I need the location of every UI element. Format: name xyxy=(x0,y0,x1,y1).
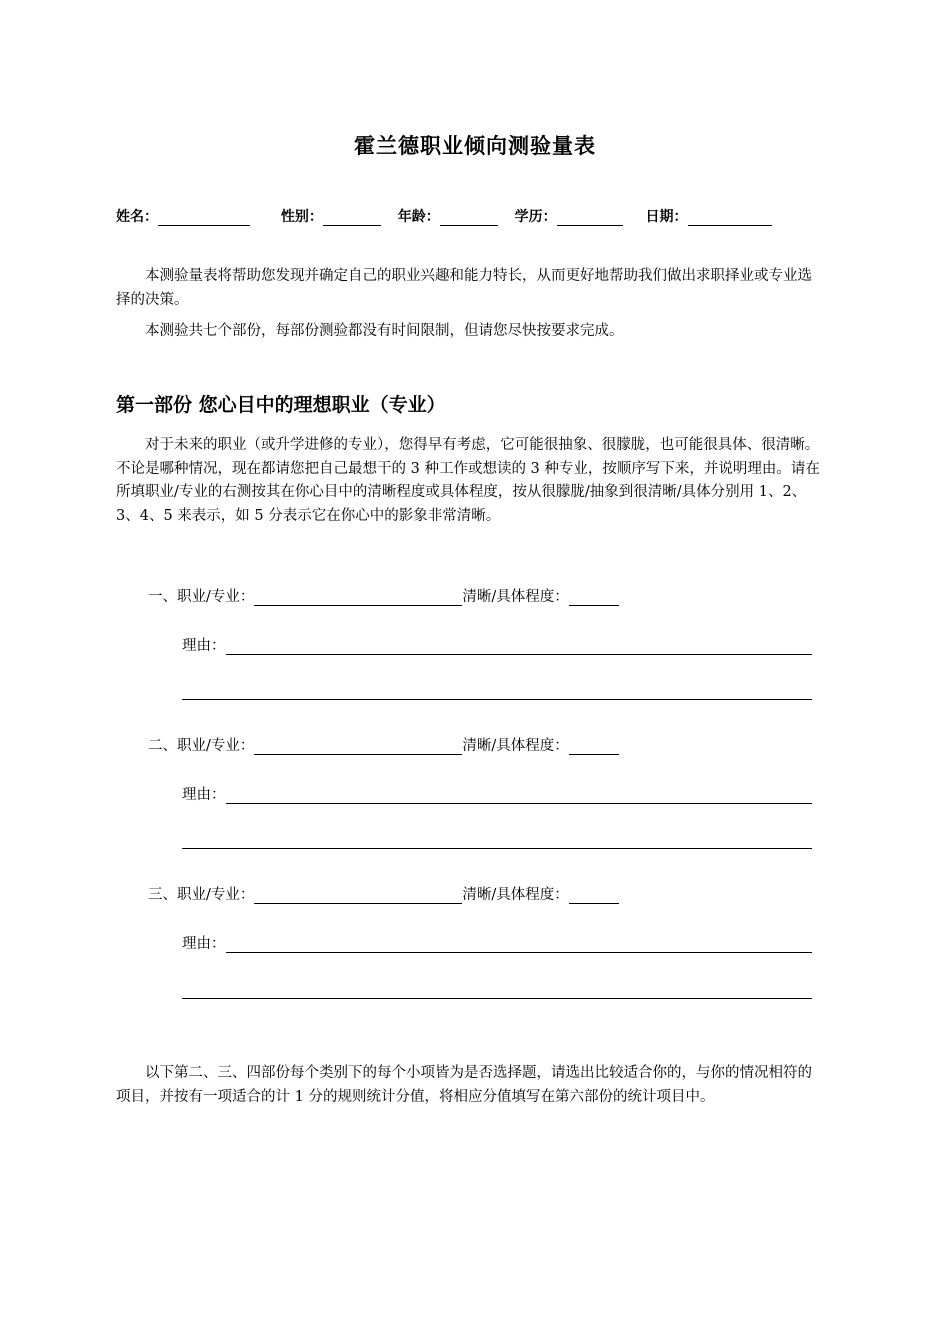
reason-continuation-line-3[interactable] xyxy=(182,998,812,999)
reason-continuation-line-1[interactable] xyxy=(182,699,812,700)
date-field[interactable] xyxy=(646,206,772,226)
career-item-1 xyxy=(148,585,619,606)
reason-continuation-line-2[interactable] xyxy=(182,848,812,849)
name-label: 姓名： xyxy=(116,209,158,225)
clarity-blank[interactable] xyxy=(569,888,619,904)
name-blank[interactable] xyxy=(158,211,250,226)
gender-label: 性别： xyxy=(280,209,323,225)
page-title: 霍兰德职业倾向测验量表 xyxy=(354,134,596,158)
career-blank[interactable] xyxy=(254,739,462,755)
clarity-blank[interactable] xyxy=(569,590,619,606)
clarity-label: 清晰/具体程度： xyxy=(462,887,569,903)
section-1-title: 第一部份 您心目中的理想职业（专业） xyxy=(116,394,446,416)
reason-label: 理由： xyxy=(182,936,226,952)
clarity-label: 清晰/具体程度： xyxy=(462,589,569,605)
date-blank[interactable] xyxy=(688,211,772,226)
career-item-3 xyxy=(148,883,619,904)
reason-label: 理由： xyxy=(182,787,226,803)
age-field[interactable] xyxy=(398,206,498,226)
career-blank[interactable] xyxy=(254,888,462,904)
intro-paragraph-1: 本测验量表将帮助您发现并确定自己的职业兴趣和能力特长，从而更好地帮助我们做出求职择业或专业选择的决策。 xyxy=(116,268,812,308)
personal-info-row xyxy=(116,206,836,226)
career-label: 职业/专业： xyxy=(177,887,255,903)
date-label: 日期： xyxy=(645,209,688,225)
clarity-blank[interactable] xyxy=(569,739,619,755)
clarity-label: 清晰/具体程度： xyxy=(462,738,569,754)
education-blank[interactable] xyxy=(557,211,623,226)
reason-blank[interactable] xyxy=(226,937,813,953)
section-1-instructions: 对于未来的职业（或升学进修的专业），您得早有考虑，它可能很抽象、很朦胧，也可能很具体、很清晰。不论是哪种情况，现在都请您把自己最想干的 3 种工作或想读的 3 种专业，按顺序写下来，并说明理由。请在所填职业/专业的右测按其在你心目中的清晰程度或具体程度，按从很朦胧/抽象到很清晰/具体分别用 1、2、3、4、5 来表示，如 5 分表示它在你心中的影象非常清晰。 xyxy=(116,437,820,524)
age-blank[interactable] xyxy=(440,211,498,226)
education-field[interactable] xyxy=(515,206,623,226)
item-number: 一、 xyxy=(148,589,177,605)
reason-blank[interactable] xyxy=(226,788,813,804)
career-label: 职业/专业： xyxy=(177,589,255,605)
item-number: 三、 xyxy=(148,887,177,903)
reason-blank[interactable] xyxy=(226,639,813,655)
gender-blank[interactable] xyxy=(323,211,381,226)
age-label: 年龄： xyxy=(397,209,440,225)
career-item-2 xyxy=(148,734,619,755)
career-blank[interactable] xyxy=(254,590,462,606)
reason-line-3 xyxy=(182,932,812,953)
education-label: 学历： xyxy=(514,209,557,225)
reason-line-1 xyxy=(182,634,812,655)
gender-field[interactable] xyxy=(281,206,381,226)
career-label: 职业/专业： xyxy=(177,738,255,754)
item-number: 二、 xyxy=(148,738,177,754)
reason-label: 理由： xyxy=(182,638,226,654)
closing-paragraph: 以下第二、三、四部份每个类别下的每个小项皆为是否选择题，请选出比较适合你的，与你的情况相符的项目，并按有一项适合的计 1 分的规则统计分值，将相应分值填写在第六部份的统计项目中。 xyxy=(116,1065,812,1105)
reason-line-2 xyxy=(182,783,812,804)
intro-paragraph-2: 本测验共七个部份，每部份测验都没有时间限制，但请您尽快按要求完成。 xyxy=(145,323,624,339)
name-field[interactable] xyxy=(116,206,250,226)
